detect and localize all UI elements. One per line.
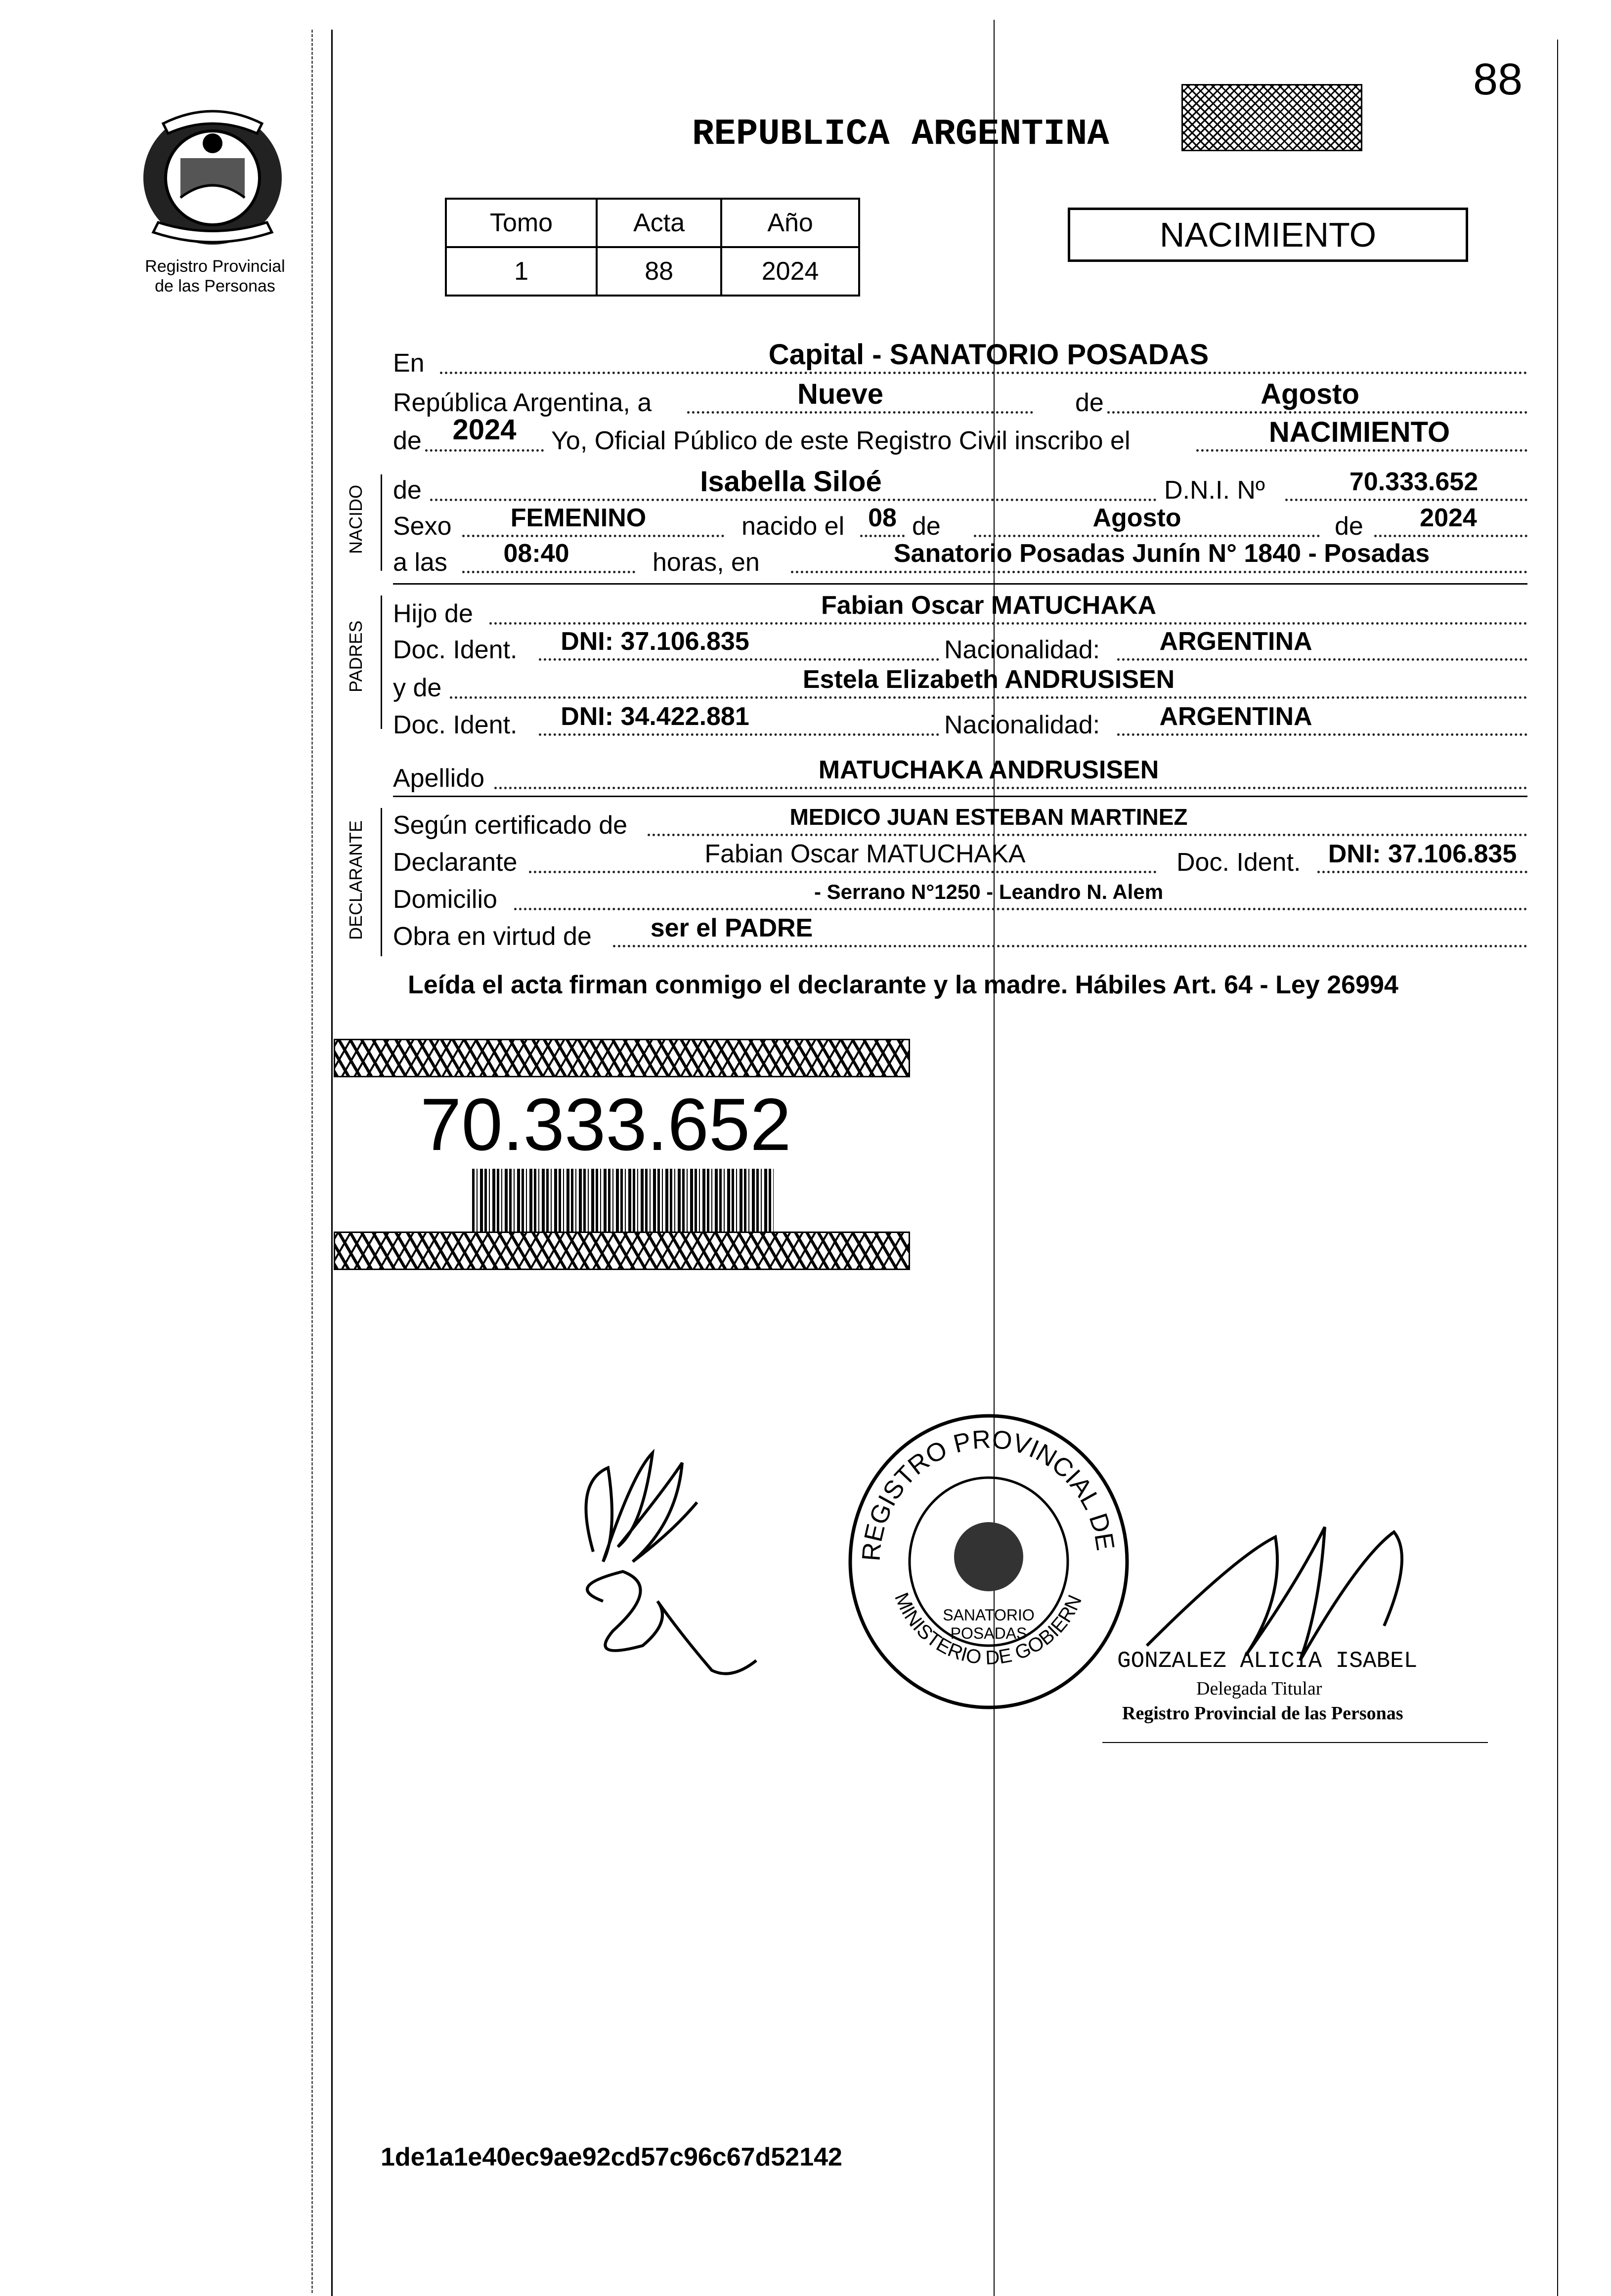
mother-nac-label: Nacionalidad:: [944, 711, 1100, 739]
obra-value: ser el PADRE: [650, 914, 813, 942]
official-role: Delegada Titular: [1196, 1678, 1322, 1699]
tomo-header: Tomo: [446, 199, 597, 247]
domicilio-value: - Serrano N°1250 - Leandro N. Alem: [814, 880, 1164, 903]
security-emblem: [1181, 84, 1362, 151]
y-de-label: y de: [393, 674, 442, 702]
hijo-de-label: Hijo de: [393, 599, 473, 628]
anio-header: Año: [721, 199, 859, 247]
father-name-value: Fabian Oscar MATUCHAKA: [821, 591, 1156, 620]
birth-month-value: Agosto: [1092, 504, 1181, 532]
de-label: de: [1075, 388, 1104, 417]
nacido-de-label-3: de: [1335, 512, 1363, 541]
mother-nationality-value: ARGENTINA: [1159, 702, 1312, 731]
act-word-value: NACIMIENTO: [1268, 416, 1450, 448]
nacido-de-label-2: de: [912, 512, 941, 541]
padres-section-label: PADRES: [346, 620, 366, 692]
cert-value: MEDICO JUAN ESTEBAN MARTINEZ: [789, 804, 1188, 830]
page-number: 88: [1473, 55, 1523, 104]
birth-time-value: 08:40: [503, 539, 569, 568]
declarante-doc-value: DNI: 37.106.835: [1328, 840, 1517, 868]
signature-line: [1102, 1742, 1488, 1743]
security-strip-top: [334, 1039, 910, 1077]
tomo-value: 1: [446, 247, 597, 296]
mother-doc-value: DNI: 34.422.881: [561, 702, 749, 731]
declarante-section-label: DECLARANTE: [346, 820, 366, 940]
left-margin-line: [331, 30, 333, 2296]
register-table: [445, 198, 860, 297]
republica-label: República Argentina, a: [393, 388, 652, 417]
sexo-value: FEMENINO: [510, 504, 647, 532]
security-strip-bottom: [334, 1232, 910, 1270]
de-label-2: de: [393, 426, 422, 455]
nacido-bracket: [381, 474, 382, 571]
father-nac-label: Nacionalidad:: [944, 636, 1100, 664]
father-doc-value: DNI: 37.106.835: [561, 627, 749, 656]
birth-place-value: Sanatorio Posadas Junín N° 1840 - Posadas: [893, 539, 1430, 568]
mother-doc-label: Doc. Ident.: [393, 711, 518, 739]
birth-year-value: 2024: [1420, 504, 1477, 532]
en-label: En: [393, 349, 425, 378]
child-dni-value: 70.333.652: [1349, 468, 1479, 496]
birth-day-value: 08: [868, 504, 897, 532]
seal-ring-text: REGISTRO PROVINCIAL DE: [857, 1425, 1120, 1562]
apellido-value: MATUCHAKA ANDRUSISEN: [818, 756, 1159, 784]
nacido-el-label: nacido el: [741, 512, 845, 541]
official-office: Registro Provincial de las Personas: [1122, 1703, 1403, 1724]
day-value: Nueve: [797, 378, 884, 410]
mother-name-value: Estela Elizabeth ANDRUSISEN: [802, 665, 1175, 694]
father-nationality-value: ARGENTINA: [1159, 627, 1312, 656]
official-seal: [840, 1408, 1137, 1715]
nacido-section-label: NACIDO: [346, 484, 366, 554]
anio-value: 2024: [721, 247, 859, 296]
hora-label: a las: [393, 548, 447, 577]
place-value: Capital - SANATORIO POSADAS: [768, 339, 1209, 371]
nacido-divider: [393, 583, 1527, 585]
perforation-line: [311, 30, 313, 2293]
province-logo: [133, 104, 292, 252]
apellido-divider: [393, 796, 1527, 797]
page-title: REPUBLICA ARGENTINA: [692, 114, 1109, 155]
padres-bracket: [381, 595, 382, 729]
seal-inner-text: SANATORIO POSADAS: [943, 1606, 1035, 1642]
horas-label: horas, en: [653, 548, 760, 577]
declarante-label: Declarante: [393, 848, 518, 877]
official-signature: [1137, 1497, 1483, 1705]
closing-text: Leída el acta firman conmigo el declarante y la madre. Hábiles Art. 64 - Ley 26994: [408, 971, 1398, 999]
nacido-de-label: de: [393, 476, 422, 505]
act-type-box: NACIMIENTO: [1068, 208, 1468, 262]
logo-caption-1: Registro Provincial: [145, 257, 285, 276]
declarante-value: Fabian Oscar MATUCHAKA: [704, 840, 1026, 868]
domicilio-label: Domicilio: [393, 885, 497, 914]
document-hash: 1de1a1e40ec9ae92cd57c96c67d52142: [381, 2143, 842, 2171]
logo-caption-2: de las Personas: [155, 277, 275, 296]
cert-label: Según certificado de: [393, 811, 628, 840]
declarante-doc-label: Doc. Ident.: [1176, 848, 1301, 877]
month-value: Agosto: [1261, 378, 1359, 410]
year-value: 2024: [452, 414, 517, 446]
child-name-value: Isabella Siloé: [700, 466, 882, 498]
declarante-signature: [534, 1413, 771, 1720]
father-doc-label: Doc. Ident.: [393, 636, 518, 664]
statement-text: Yo, Oficial Público de este Registro Civil inscribo el: [551, 426, 1131, 455]
sexo-label: Sexo: [393, 512, 452, 541]
dni-label: D.N.I. Nº: [1164, 476, 1265, 505]
acta-value: 88: [597, 247, 721, 296]
obra-label: Obra en virtud de: [393, 922, 592, 951]
apellido-label: Apellido: [393, 764, 485, 793]
acta-header: Acta: [597, 199, 721, 247]
province-coat-of-arms-icon: [133, 104, 292, 252]
official-name: GONZALEZ ALICIA ISABEL: [1117, 1648, 1418, 1674]
declarante-bracket: [381, 808, 382, 956]
right-margin-line: [1557, 40, 1558, 2296]
seal-bottom-text: MINISTERIO DE GOBIERN: [890, 1589, 1086, 1669]
dni-stamp-number: 70.333.652: [420, 1083, 791, 1166]
